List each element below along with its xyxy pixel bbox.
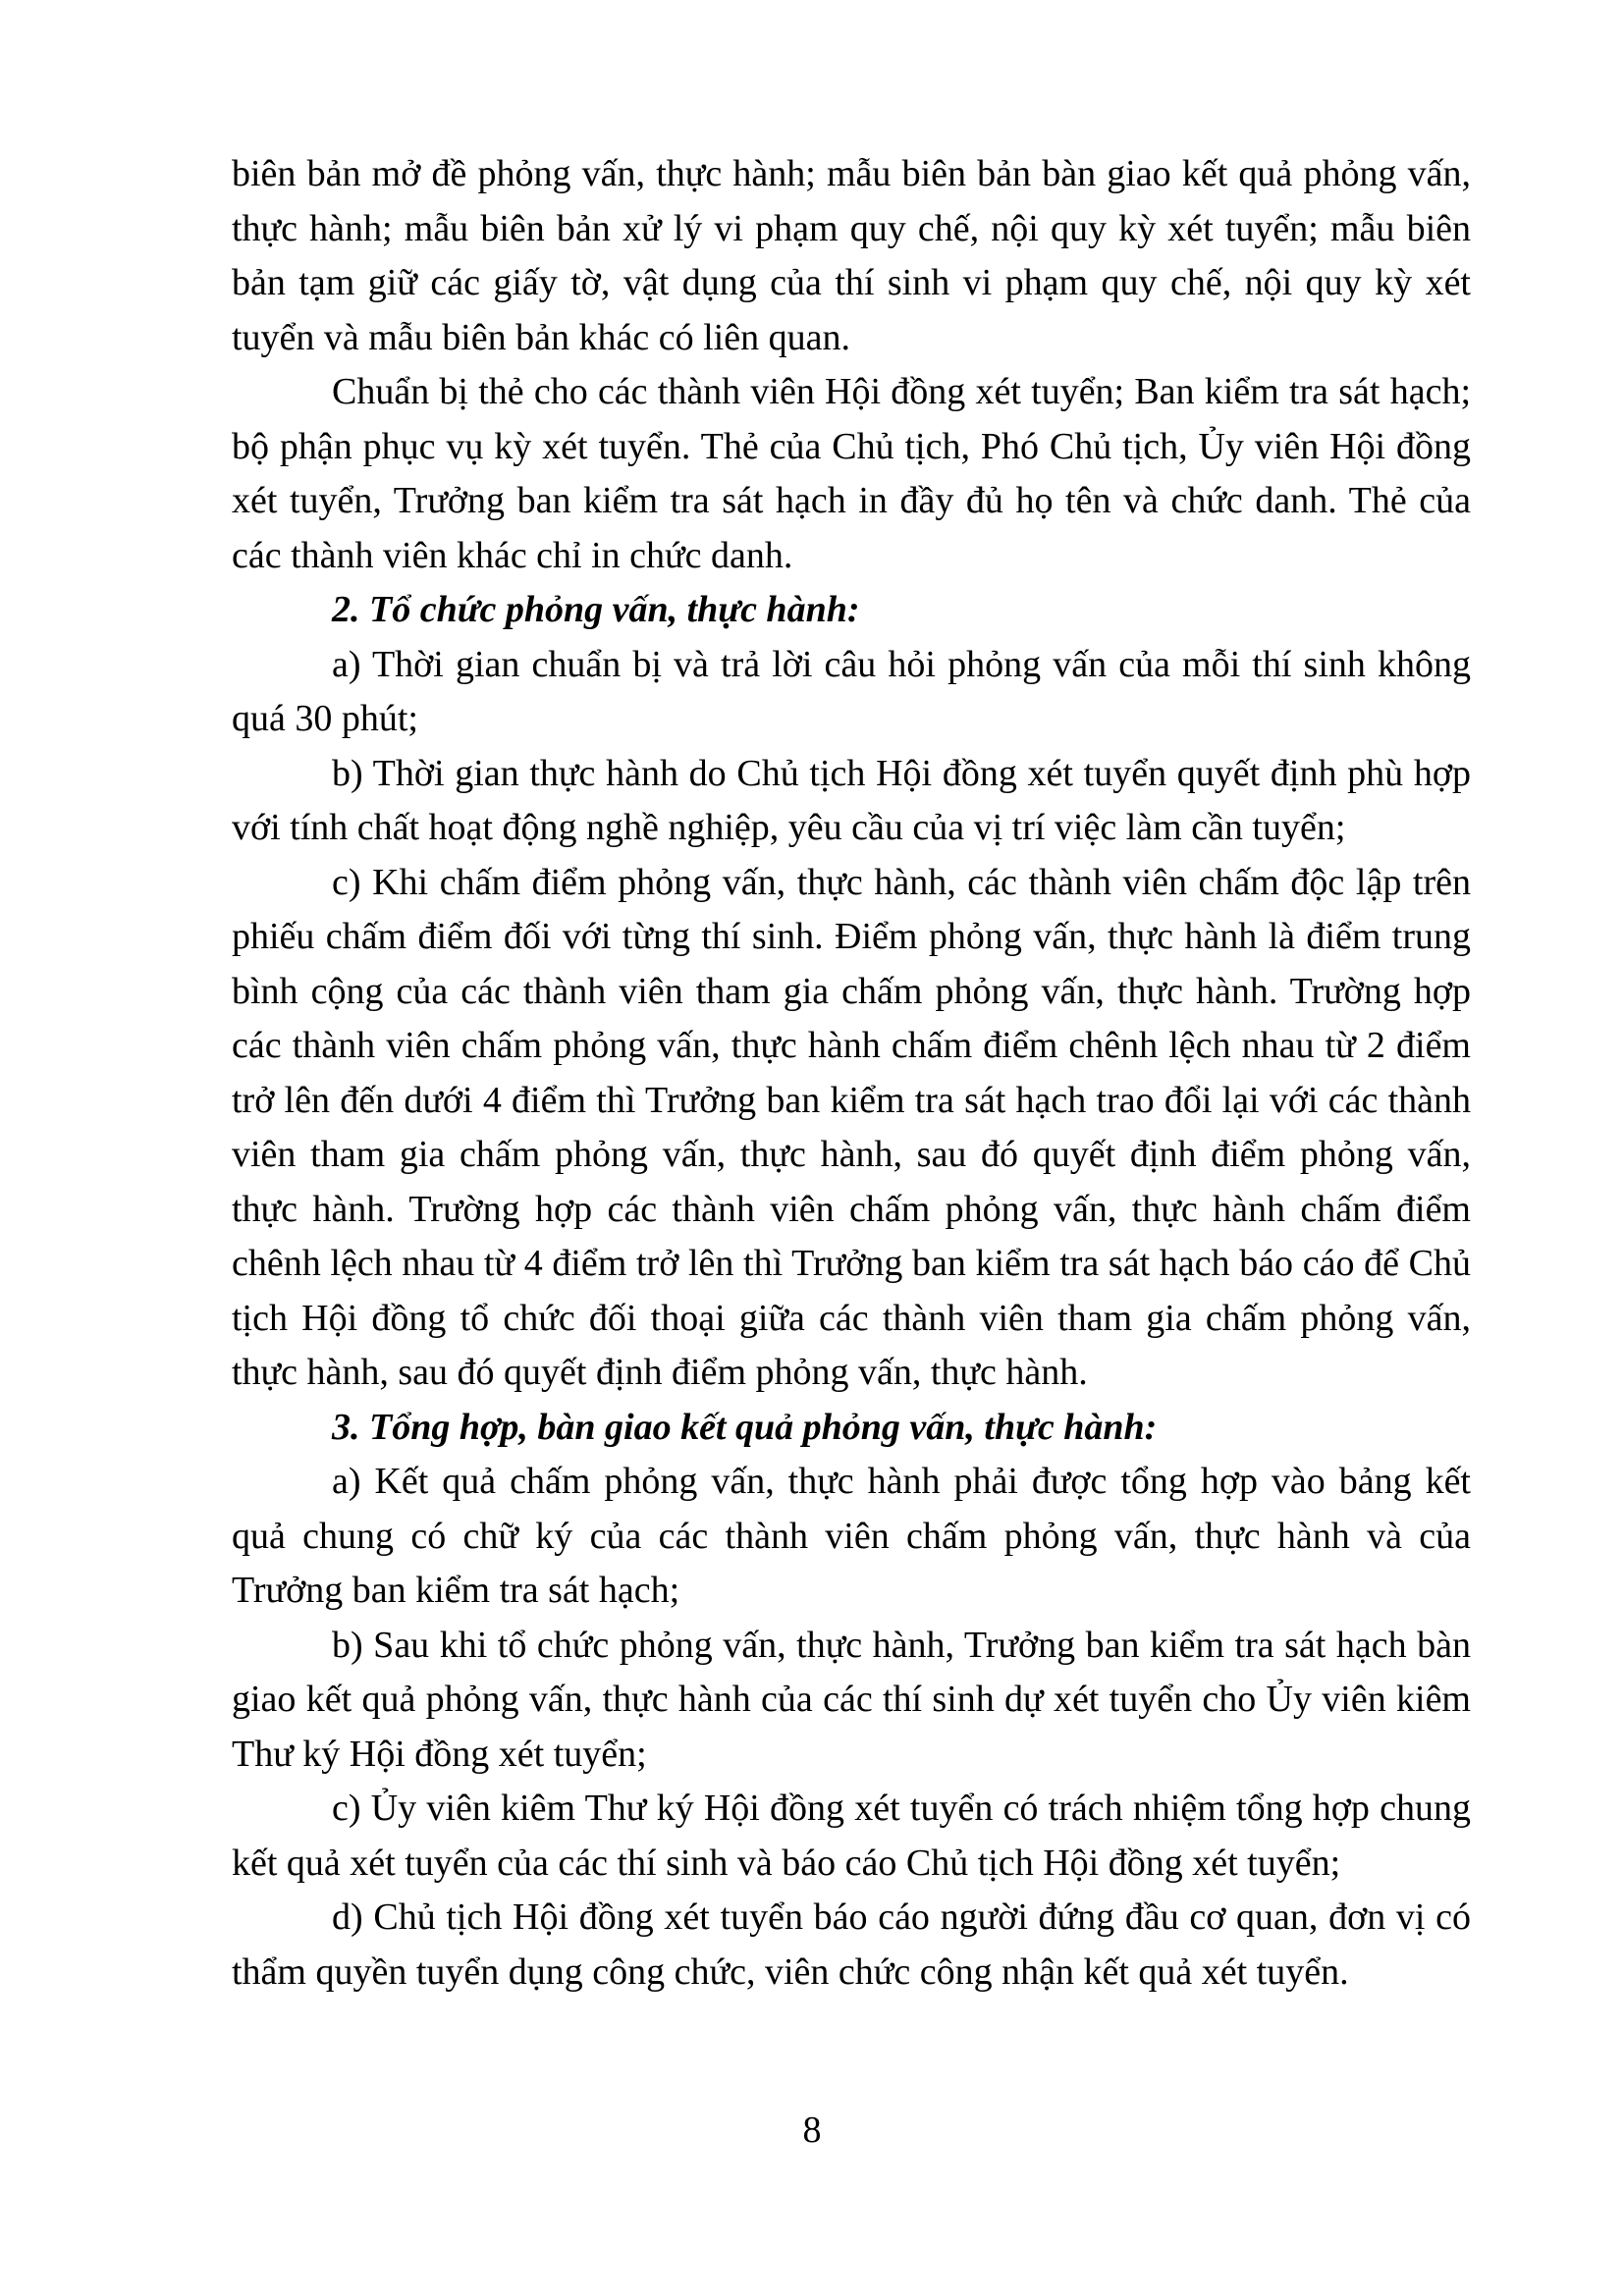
paragraph-2b: b) Thời gian thực hành do Chủ tịch Hội đồng xét tuyển quyết định phù hợp với tính chất hoạt động nghề nghiệp, yêu cầu của vị trí việc làm cần tuyển; xyxy=(232,752,1471,848)
section-heading-3: 3. Tổng hợp, bàn giao kết quả phỏng vấn, thực hành: xyxy=(332,1406,1158,1448)
paragraph-card-preparation: Chuẩn bị thẻ cho các thành viên Hội đồng xét tuyển; Ban kiểm tra sát hạch; bộ phận phục vụ kỳ xét tuyển. Thẻ của Chủ tịch, Phó Chủ tịch, Ủy viên Hội đồng xét tuyển, Trưởng ban kiểm tra sát hạch in đầy đủ họ tên và chức danh. Thẻ của các thành viên khác chỉ in chức danh. xyxy=(232,371,1471,576)
paragraph-2a: a) Thời gian chuẩn bị và trả lời câu hỏi phỏng vấn của mỗi thí sinh không quá 30 phút; xyxy=(232,643,1471,739)
document-body xyxy=(232,147,1471,2000)
page-number: 8 xyxy=(802,2109,822,2151)
section-heading-2: 2. Tổ chức phỏng vấn, thực hành: xyxy=(332,589,860,630)
paragraph-continuation: biên bản mở đề phỏng vấn, thực hành; mẫu biên bản bàn giao kết quả phỏng vấn, thực hành; mẫu biên bản xử lý vi phạm quy chế, nội quy kỳ xét tuyển; mẫu biên bản tạm giữ các giấy tờ, vật dụng của thí sinh vi phạm quy chế, nội quy kỳ xét tuyển và mẫu biên bản khác có liên quan. xyxy=(232,153,1471,358)
paragraph-3a: a) Kết quả chấm phỏng vấn, thực hành phải được tổng hợp vào bảng kết quả chung có chữ ký của các thành viên chấm phỏng vấn, thực hành và của Trưởng ban kiểm tra sát hạch; xyxy=(232,1461,1471,1611)
paragraph-3b: b) Sau khi tổ chức phỏng vấn, thực hành, Trưởng ban kiểm tra sát hạch bàn giao kết quả phỏng vấn, thực hành của các thí sinh dự xét tuyển cho Ủy viên kiêm Thư ký Hội đồng xét tuyển; xyxy=(232,1624,1471,1775)
paragraph-3c: c) Ủy viên kiêm Thư ký Hội đồng xét tuyển có trách nhiệm tổng hợp chung kết quả xét tuyển của các thí sinh và báo cáo Chủ tịch Hội đồng xét tuyển; xyxy=(232,1788,1471,1884)
paragraph-3d: d) Chủ tịch Hội đồng xét tuyển báo cáo người đứng đầu cơ quan, đơn vị có thẩm quyền tuyển dụng công chức, viên chức công nhận kết quả xét tuyển. xyxy=(232,1896,1471,1993)
paragraph-2c: c) Khi chấm điểm phỏng vấn, thực hành, các thành viên chấm độc lập trên phiếu chấm điểm đối với từng thí sinh. Điểm phỏng vấn, thực hành là điểm trung bình cộng của các thành viên tham gia chấm phỏng vấn, thực hành. Trường hợp các thành viên chấm phỏng vấn, thực hành chấm điểm chênh lệch nhau từ 2 điểm trở lên đến dưới 4 điểm thì Trưởng ban kiểm tra sát hạch trao đổi lại với các thành viên tham gia chấm phỏng vấn, thực hành, sau đó quyết định điểm phỏng vấn, thực hành. Trường hợp các thành viên chấm phỏng vấn, thực hành chấm điểm chênh lệch nhau từ 4 điểm trở lên thì Trưởng ban kiểm tra sát hạch báo cáo để Chủ tịch Hội đồng tổ chức đối thoại giữa các thành viên tham gia chấm phỏng vấn, thực hành, sau đó quyết định điểm phỏng vấn, thực hành. xyxy=(232,861,1471,1393)
